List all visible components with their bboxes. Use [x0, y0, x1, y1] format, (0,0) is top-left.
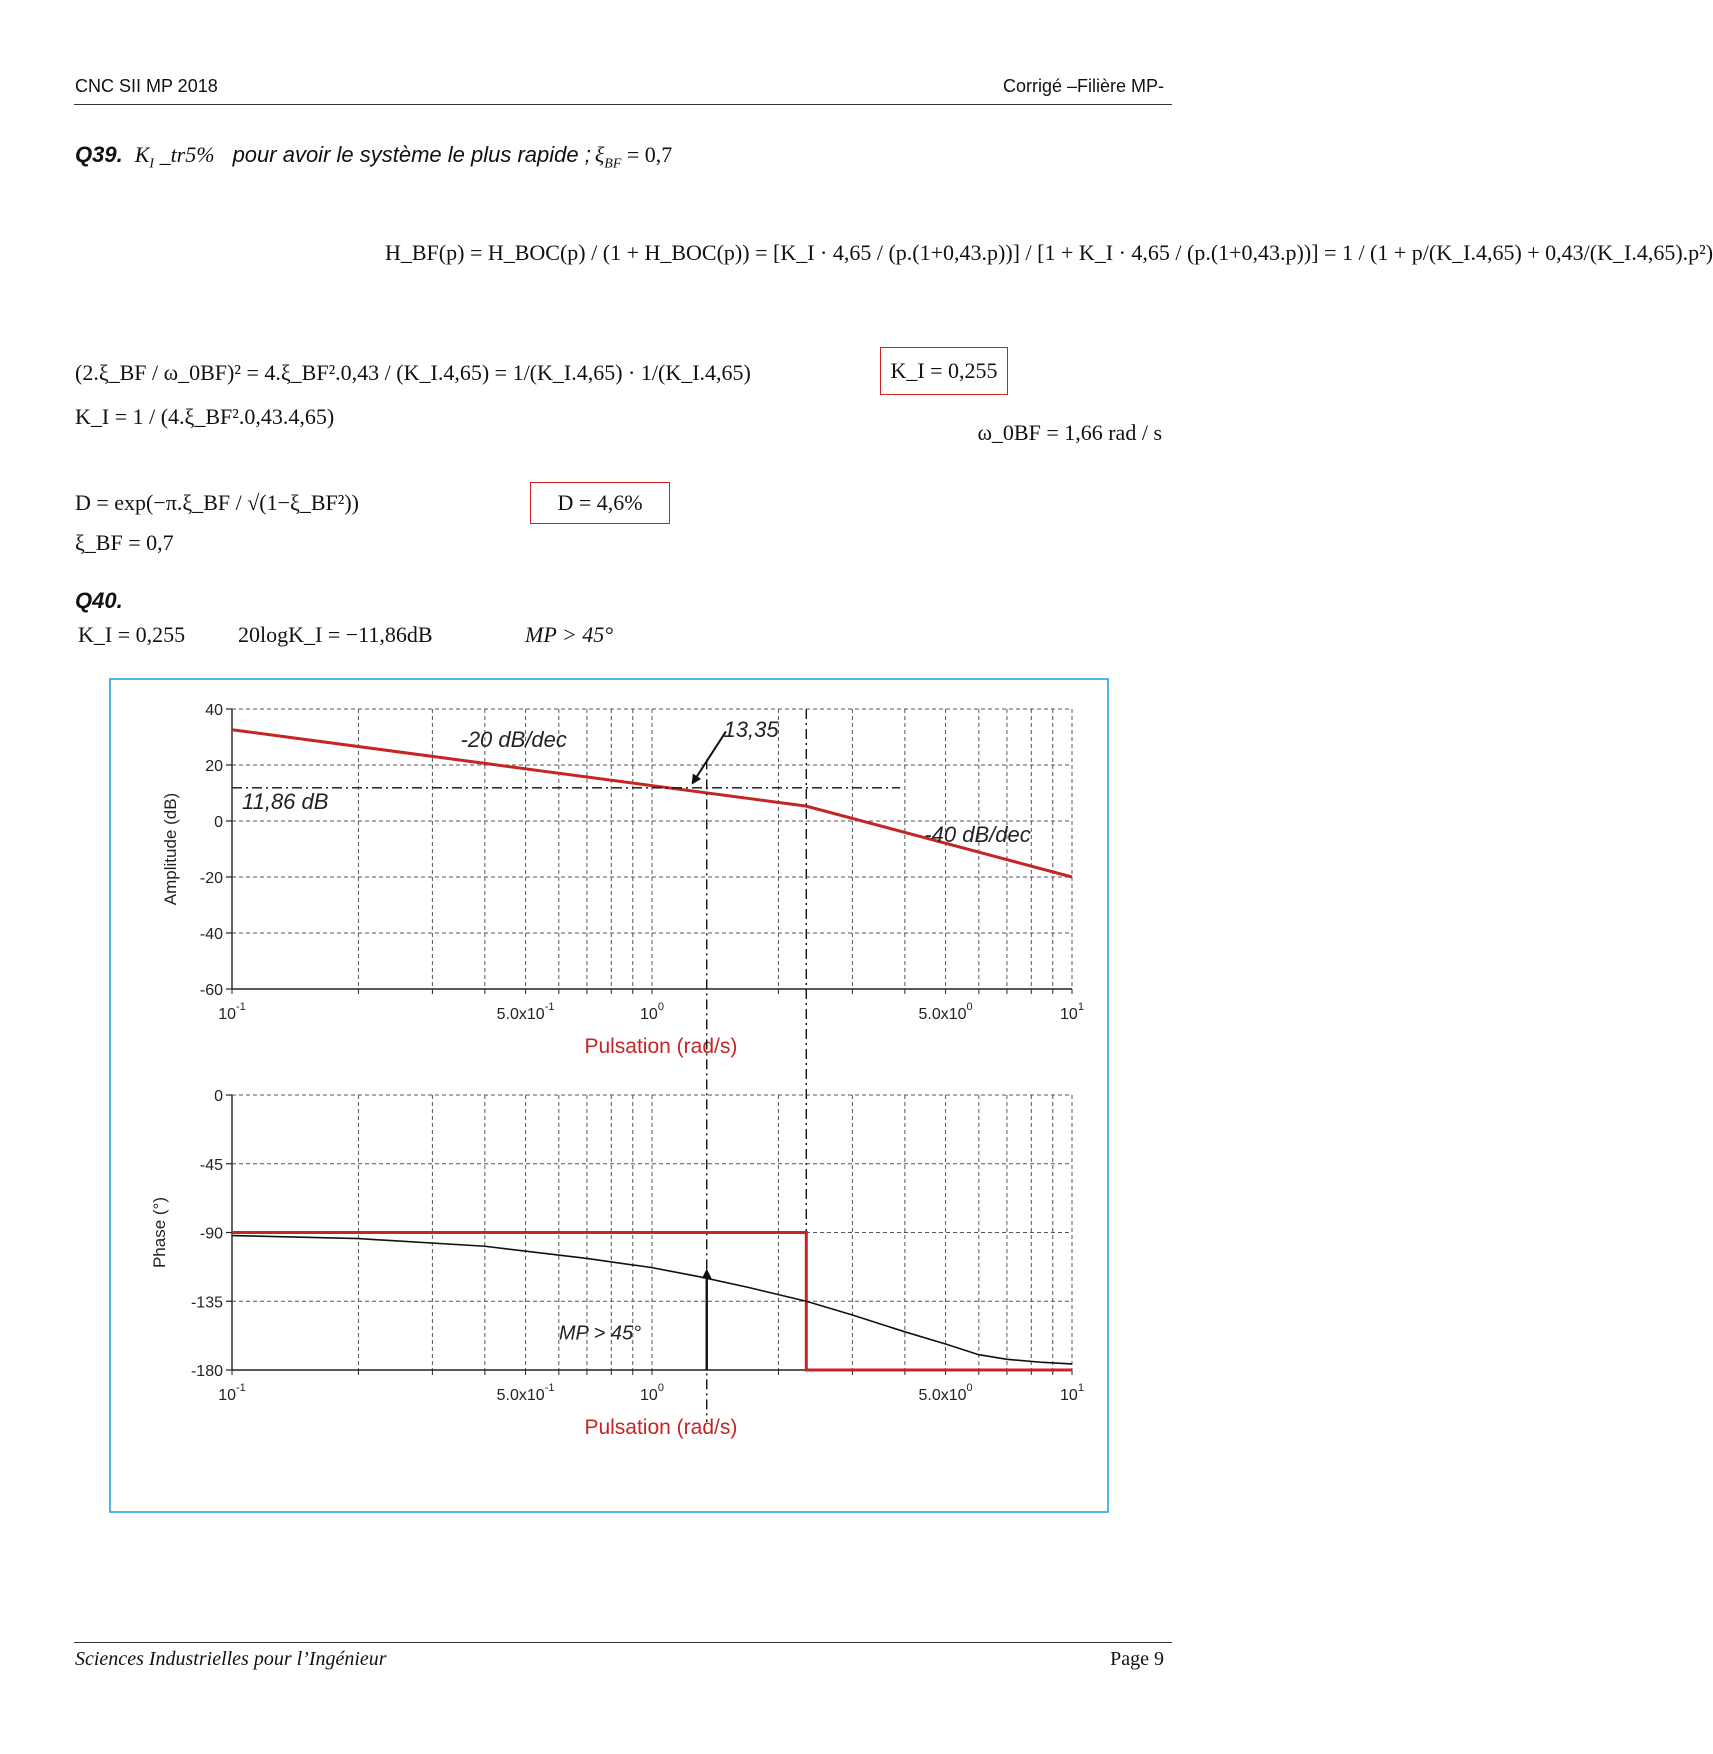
mag-y-tick-label: 0 [214, 814, 223, 831]
q39-xi: ξ [594, 142, 605, 167]
q39-xi-sub: BF [604, 156, 622, 172]
phase-x-tick-label: $10^1$ [1060, 1382, 1084, 1404]
phase-x-axis-label: Pulsation (rad/s) [584, 1416, 738, 1439]
identification-equation: (2.ξ_BF / ω_0BF)² = 4.ξ_BF².0,43 / (K_I.4,65) = 1/(K_I.4,65) · 1/(K_I.4,65) [75, 360, 751, 385]
q40-label: Q40. [75, 588, 123, 613]
overshoot-result-box: D = 4,6% [530, 482, 670, 524]
slope-20-label: -20 dB/dec [460, 726, 567, 752]
phase-y-tick-label: -45 [199, 1156, 223, 1174]
mag-y-tick-label: 40 [205, 702, 223, 719]
mag-x-axis-label: Pulsation (rad/s) [584, 1035, 738, 1058]
mag-y-tick-label: -20 [199, 870, 223, 887]
mag-x-tick-label: $5.0x10^{-1}$ [496, 1001, 555, 1023]
crossover-arrow [693, 731, 726, 783]
mag-y-axis-label: Amplitude (dB) [161, 792, 180, 906]
slope-40-label: -40 dB/dec [924, 822, 1031, 847]
gain-db-label: 11,86 dB [242, 789, 329, 815]
ki-result-box: K_I = 0,255 [880, 347, 1008, 395]
mag-y-tick-label: -40 [199, 926, 223, 943]
mag-x-tick-label: $10^0$ [640, 1001, 664, 1023]
header-left: CNC SII MP 2018 [75, 76, 218, 96]
header-right: Corrigé –Filière MP- [1002, 76, 1164, 96]
q40-mp: MP > 45° [525, 622, 614, 647]
magnitude-grid [232, 709, 1072, 989]
footer-left: Sciences Industrielles pour l’Ingénieur [75, 1648, 387, 1670]
phase-x-tick-label: $5.0x10^{-1}$ [496, 1382, 555, 1404]
footer-right: Page 9 [1110, 1648, 1164, 1670]
phase-x-tick-label: $5.0x10^0$ [918, 1382, 973, 1404]
phase-y-tick-label: -90 [199, 1225, 223, 1243]
q39-ki-tr: _tr5% [159, 142, 215, 167]
mag-x-tick-label: $10^{-1}$ [218, 1001, 246, 1023]
q39-text: pour avoir le système le plus rapide ; [232, 142, 591, 167]
q40-ki: K_I = 0,255 [78, 622, 186, 647]
phase-x-tick-label: $10^{-1}$ [218, 1382, 246, 1404]
omega-result: ω_0BF = 1,66 rad / s [977, 420, 1162, 445]
phase-y-tick-label: -135 [190, 1294, 223, 1312]
overshoot-equation: D = exp(−π.ξ_BF / √(1−ξ_BF²)) [75, 490, 360, 515]
chart-labels [242, 717, 1031, 1344]
phase-y-tick-label: 0 [214, 1088, 223, 1105]
hbf-equation: H_BF(p) = H_BOC(p) / (1 + H_BOC(p)) = [K_I · 4,65 / (p.(1+0,43.p))] / [1 + K_I · 4,65 / (p.(1+0,43.p))] = 1 / (1 + p/(K_I.4,65) + 0,43/(K_I.4,65).p²) [385, 240, 1713, 265]
mag-x-tick-label: $5.0x10^0$ [918, 1001, 973, 1023]
phase-x-tick-label: $10^0$ [640, 1382, 664, 1404]
phase-y-axis-label: Phase (°) [150, 1196, 169, 1269]
phase-y-tick-label: -180 [190, 1363, 223, 1380]
footer-rule [74, 1642, 1172, 1643]
overshoot-xi: ξ_BF = 0,7 [75, 530, 174, 555]
margin-label: MP > 45° [558, 1322, 642, 1345]
q39-xi-val: = 0,7 [626, 142, 673, 167]
mag-y-tick-label: -60 [199, 982, 223, 999]
q39-ki: K [134, 142, 150, 167]
mag-y-tick-label: 20 [205, 758, 223, 775]
mag-x-tick-label: $10^1$ [1060, 1001, 1084, 1023]
q39-label: Q39. [75, 142, 123, 167]
q39-ki-sub: I [149, 156, 155, 172]
q40-gain: 20logK_I = −11,86dB [238, 622, 433, 647]
ki-equation: K_I = 1 / (4.ξ_BF².0,43.4,65) [75, 404, 335, 429]
crossover-label: 13,35 [723, 717, 779, 742]
